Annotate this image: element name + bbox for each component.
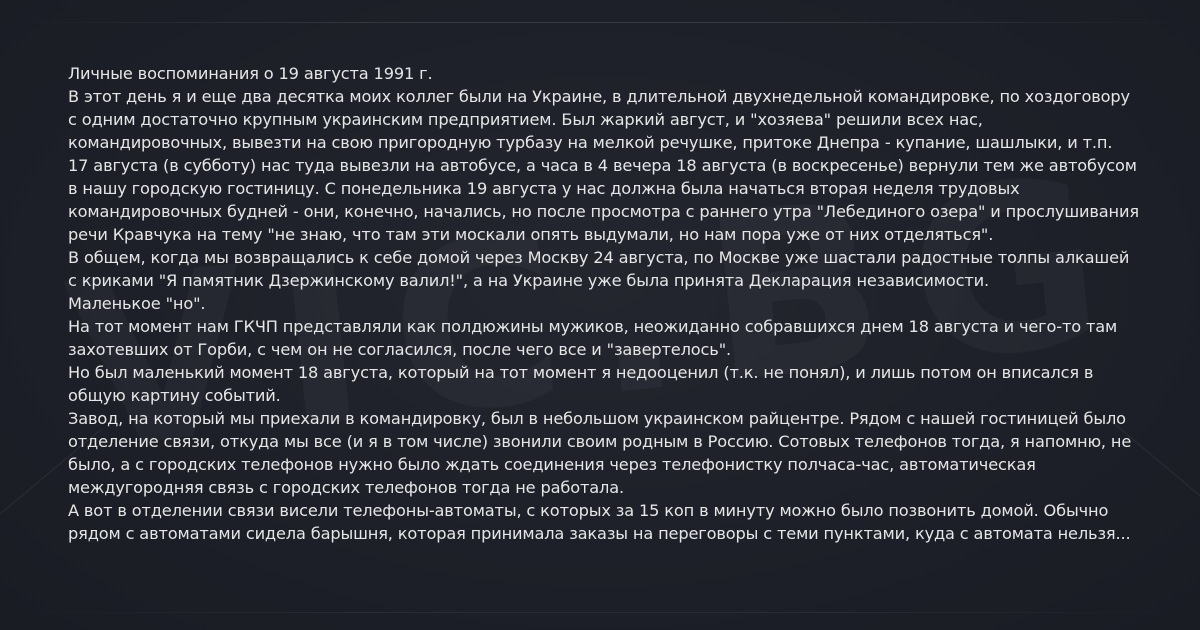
paragraph: Маленькое "но".: [68, 294, 206, 313]
paragraph-title: Личные воспоминания о 19 августа 1991 г.: [68, 64, 433, 83]
post-text: [68, 62, 1140, 545]
bottom-divider: [0, 612, 1200, 613]
paragraph: А вот в отделении связи висели телефоны-автоматы, с которых за 15 коп в минуту можно было позвонить домой. Обычно рядом с автоматами сидела барышня, которая принимала заказы на переговоры с теми пунктами, куда с автомата нельзя...: [68, 501, 1131, 543]
paragraph: 17 августа (в субботу) нас туда вывезли на автобусе, а часа в 4 вечера 18 августа (в воскресенье) вернули тем же автобусом в нашу городскую гостиницу. С понедельника 19 августа у нас должна была начаться вторая неделя трудовых командировочных будней - они, конечно, начались, но после просмотра с раннего утра "Лебединого озера" и прослушивания речи Кравчука на тему "не знаю, что там эти москали опять выдумали, но нам пора уже от них отделяться".: [68, 156, 1139, 244]
paragraph: На тот момент нам ГКЧП представляли как полдюжины мужиков, неожиданно собравшихся днем 18 августа и чего-то там захотевших от Горби, с чем он не согласился, после чего все и "завертелось".: [68, 317, 1118, 359]
top-divider: [0, 22, 1200, 23]
paragraph: Завод, на который мы приехали в командировку, был в небольшом украинском райцентре. Рядом с нашей гостиницей было отделение связи, откуда мы все (и я в том числе) звонили своим родным в Россию. Сотовых телефонов тогда, я напомню, не было, а с городских телефонов нужно было ждать соединения через телефонистку полчаса-час, автоматическая междугородняя связь с городских телефонов тогда не работала.: [68, 409, 1132, 497]
paragraph: Но был маленький момент 18 августа, который на тот момент я недооценил (т.к. не понял), и лишь потом он вписался в общую картину событий.: [68, 363, 1094, 405]
paragraph: В этот день я и еще два десятка моих коллег были на Украине, в длительной двухнедельной командировке, по хоздоговору с одним достаточно крупным украинским предприятием. Был жаркий август, и "хозяева" решили всех нас, командировочных, вывезти на свою пригородную турбазу на мелкой речушке, притоке Днепра - купание, шашлыки, и т.п.: [68, 87, 1130, 152]
paragraph: В общем, когда мы возвращались к себе домой через Москву 24 августа, по Москве уже шастали радостные толпы алкашей с криками "Я памятник Дзержинскому валил!", а на Украине уже была принята Декларация независимости.: [68, 248, 1130, 290]
